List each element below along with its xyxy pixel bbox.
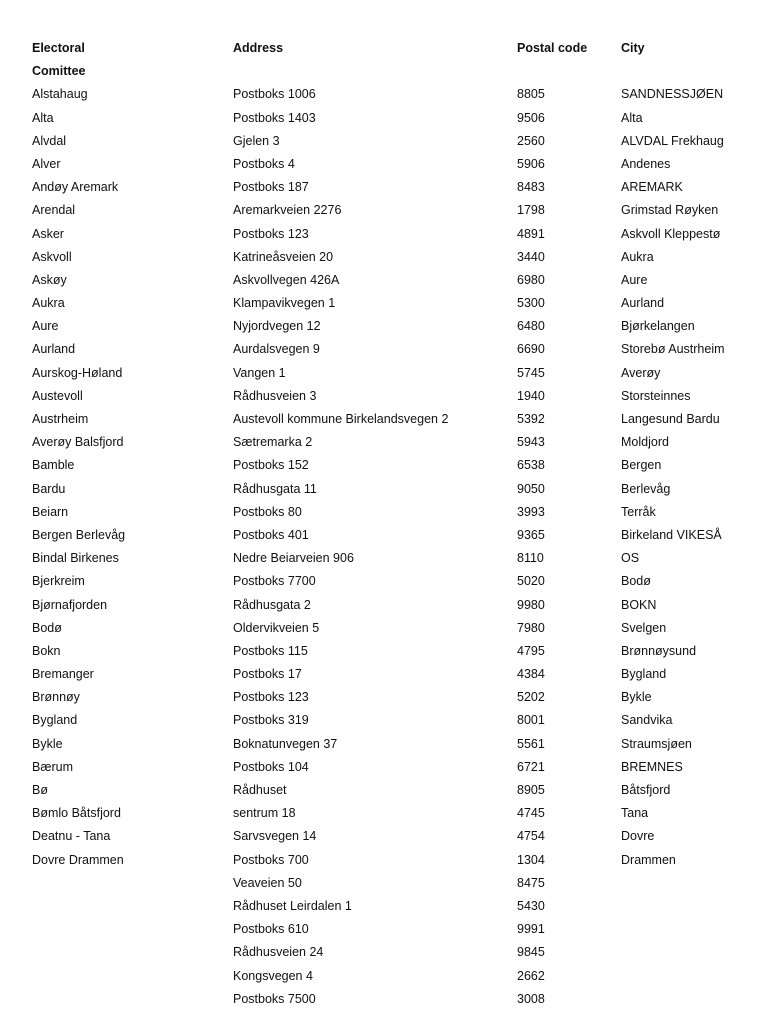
city-cell: Alta (621, 110, 643, 125)
committee-cell: Dovre Drammen (32, 852, 124, 867)
committee-column (32, 37, 222, 872)
address-cell: Veaveien 50 (233, 875, 302, 890)
postal-code-cell: 9506 (517, 110, 545, 125)
city-cell: SANDNESSJØEN (621, 87, 724, 102)
postal-code-cell: 4891 (517, 226, 545, 241)
address-cell: Postboks 123 (233, 690, 309, 705)
committee-cell: Bjørnafjorden (32, 597, 108, 612)
city-cell: BOKN (621, 597, 657, 612)
postal-code-cell: 9365 (517, 527, 545, 542)
postal-code-cell: 9050 (517, 481, 545, 496)
address-cell: Postboks 123 (233, 226, 309, 241)
postal-code-cell: 9845 (517, 945, 545, 960)
postal-code-cell: 6980 (517, 272, 545, 287)
city-cell: Bergen (621, 458, 662, 473)
address-cell: Postboks 1006 (233, 87, 316, 102)
address-cell: Postboks 700 (233, 852, 309, 867)
committee-cell: Bamble (32, 458, 75, 473)
city-cell: Averøy (621, 365, 661, 380)
address-cell: Postboks 80 (233, 504, 302, 519)
address-cell: Kongsvegen 4 (233, 968, 313, 983)
address-cell: Rådhusveien 3 (233, 388, 317, 403)
address-cell: Oldervikveien 5 (233, 620, 320, 635)
address-cell: Sætremarka 2 (233, 435, 313, 450)
postal-code-cell: 8475 (517, 875, 545, 890)
postal-code-cell: 1798 (517, 203, 545, 218)
city-cell: ALVDAL Frekhaug (621, 133, 724, 148)
committee-cell: Brønnøy (32, 690, 80, 705)
committee-cell: Arendal (32, 203, 76, 218)
address-cell: Rådhusgata 11 (233, 481, 317, 496)
committee-list (32, 83, 222, 871)
committee-header-line1: Electoral (32, 41, 85, 55)
committee-cell: Alstahaug (32, 87, 88, 102)
address-cell: Aremarkveien 2276 (233, 203, 342, 218)
postal-code-cell: 1304 (517, 852, 545, 867)
city-cell: Bodø (621, 574, 651, 589)
postal-code-cell: 5202 (517, 690, 545, 705)
city-cell: Terråk (621, 504, 656, 519)
postal-code-cell: 8905 (517, 783, 545, 797)
address-cell: Postboks 7700 (233, 574, 316, 589)
address-cell: Rådhusgata 2 (233, 597, 311, 612)
address-cell: Nyjordvegen 12 (233, 319, 321, 334)
postal-code-cell: 5020 (517, 574, 545, 589)
committee-cell: Bergen Berlevåg (32, 527, 126, 542)
city-column (621, 37, 766, 872)
address-cell: Vangen 1 (233, 365, 286, 380)
committee-cell: Bjerkreim (32, 574, 85, 589)
address-cell: sentrum 18 (233, 806, 296, 821)
postal-code-cell: 8110 (517, 551, 544, 566)
city-cell: Storsteinnes (621, 388, 691, 403)
address-cell: Postboks 4 (233, 156, 295, 171)
committee-cell: Averøy Balsfjord (32, 435, 124, 450)
postal-code-cell: 4745 (517, 806, 545, 821)
city-cell: Drammen (621, 852, 676, 867)
city-cell: Aukra (621, 249, 654, 264)
address-cell: Rådhuset (233, 783, 287, 797)
committee-header-line2: Comittee (32, 64, 86, 79)
address-cell: Postboks 7500 (233, 991, 316, 1006)
committee-cell: Bindal Birkenes (32, 551, 119, 566)
city-cell: Moldjord (621, 435, 669, 450)
postal-code-cell: 9991 (517, 922, 545, 937)
header-spacer (517, 60, 613, 83)
address-cell: Austevoll kommune Birkelandsvegen 2 (233, 412, 449, 426)
city-cell: Aure (621, 272, 648, 287)
city-cell: Bygland (621, 667, 667, 682)
committee-cell: Aurskog-Høland (32, 365, 123, 380)
postal-header: Postal code (517, 41, 588, 55)
address-cell: Postboks 187 (233, 180, 309, 195)
address-cell: Postboks 610 (233, 922, 309, 937)
address-cell: Postboks 17 (233, 667, 302, 682)
postal-code-cell: 6721 (517, 759, 545, 774)
address-cell: Nedre Beiarveien 906 (233, 551, 354, 566)
postal-code-cell: 8001 (517, 713, 545, 728)
committee-cell: Bremanger (32, 667, 94, 682)
postal-code-cell: 8805 (517, 87, 545, 102)
city-cell: Straumsjøen (621, 736, 692, 751)
city-cell: Andenes (621, 156, 671, 171)
committee-cell: Alta (32, 110, 54, 125)
address-cell: Askvollvegen 426A (233, 272, 340, 287)
postal-code-cell: 3993 (517, 504, 545, 519)
address-cell: Postboks 401 (233, 527, 309, 542)
postal-code-cell: 1940 (517, 388, 545, 403)
postal-code-cell: 5561 (517, 736, 545, 751)
committee-cell: Bø (32, 783, 48, 797)
address-cell: Sarvsvegen 14 (233, 829, 317, 844)
address-cell: Postboks 104 (233, 759, 309, 774)
committee-cell: Aukra (32, 296, 65, 311)
committee-cell: Bodø (32, 620, 62, 635)
city-cell: Dovre (621, 829, 655, 844)
city-cell: Bykle (621, 690, 652, 705)
header-spacer (621, 60, 766, 83)
postal-code-cell: 3440 (517, 249, 545, 264)
committee-cell: Alver (32, 156, 61, 171)
city-cell: Askvoll Kleppestø (621, 226, 721, 241)
postal-code-cell: 6538 (517, 458, 545, 473)
committee-cell: Bardu (32, 481, 66, 496)
city-cell: OS (621, 551, 640, 566)
postal-code-cell: 5943 (517, 435, 545, 450)
committee-cell: Beiarn (32, 504, 69, 519)
postal-list (517, 83, 613, 1011)
postal-code-cell: 7980 (517, 620, 545, 635)
postal-code-cell: 8483 (517, 180, 545, 195)
address-cell: Aurdalsvegen 9 (233, 342, 320, 357)
city-cell: Berlevåg (621, 481, 671, 496)
address-cell: Boknatunvegen 37 (233, 736, 338, 751)
committee-cell: Austrheim (32, 412, 89, 426)
committee-cell: Deatnu - Tana (32, 829, 111, 844)
committee-cell: Asker (32, 226, 64, 241)
address-header: Address (233, 41, 284, 55)
city-cell: Båtsfjord (621, 783, 671, 797)
committee-cell: Bømlo Båtsfjord (32, 806, 121, 821)
city-cell: Grimstad Røyken (621, 203, 719, 218)
address-cell: Gjelen 3 (233, 133, 280, 148)
committee-cell: Aure (32, 319, 59, 334)
city-cell: Aurland (621, 296, 665, 311)
postal-code-cell: 6480 (517, 319, 545, 334)
city-header: City (621, 41, 645, 55)
address-cell: Rådhusveien 24 (233, 945, 324, 960)
postal-code-cell: 5430 (517, 898, 545, 913)
committee-cell: Bykle (32, 736, 63, 751)
postal-code-cell: 2560 (517, 133, 545, 148)
committee-cell: Alvdal (32, 133, 67, 148)
city-list (621, 83, 766, 871)
postal-code-cell: 6690 (517, 342, 545, 357)
postal-code-cell: 4384 (517, 667, 545, 682)
address-cell: Postboks 152 (233, 458, 309, 473)
postal-code-cell: 5300 (517, 296, 545, 311)
postal-code-cell: 5392 (517, 412, 545, 426)
header-spacer (233, 60, 513, 83)
city-cell: AREMARK (621, 180, 683, 195)
committee-cell: Askvoll (32, 249, 72, 264)
address-column (233, 37, 513, 1011)
city-cell: Langesund Bardu (621, 412, 720, 426)
committee-cell: Aurland (32, 342, 76, 357)
city-cell: Storebø Austrheim (621, 342, 725, 357)
committee-cell: Bærum (32, 759, 73, 774)
city-cell: Tana (621, 806, 649, 821)
address-cell: Klampavikvegen 1 (233, 296, 336, 311)
address-list (233, 83, 513, 1011)
postal-column (517, 37, 613, 1011)
postal-code-cell: 4795 (517, 643, 545, 658)
address-cell: Postboks 319 (233, 713, 309, 728)
city-cell: Brønnøysund (621, 643, 697, 658)
committee-cell: Austevoll (32, 388, 83, 403)
postal-code-cell: 2662 (517, 968, 545, 983)
address-cell: Katrineåsveien 20 (233, 249, 334, 264)
city-cell: BREMNES (621, 759, 683, 774)
address-cell: Postboks 1403 (233, 110, 316, 125)
committee-cell: Askøy (32, 272, 67, 287)
committee-cell: Bygland (32, 713, 78, 728)
postal-code-cell: 5906 (517, 156, 545, 171)
committee-cell: Bokn (32, 643, 61, 658)
city-cell: Birkeland VIKESÅ (621, 527, 722, 542)
city-cell: Bjørkelangen (621, 319, 695, 334)
city-cell: Svelgen (621, 620, 667, 635)
postal-code-cell: 5745 (517, 365, 545, 380)
postal-code-cell: 4754 (517, 829, 545, 844)
committee-cell: Andøy Aremark (32, 180, 119, 195)
postal-code-cell: 9980 (517, 597, 545, 612)
city-cell: Sandvika (621, 713, 673, 728)
address-cell: Postboks 115 (233, 643, 308, 658)
postal-code-cell: 3008 (517, 991, 545, 1006)
address-cell: Rådhuset Leirdalen 1 (233, 898, 352, 913)
